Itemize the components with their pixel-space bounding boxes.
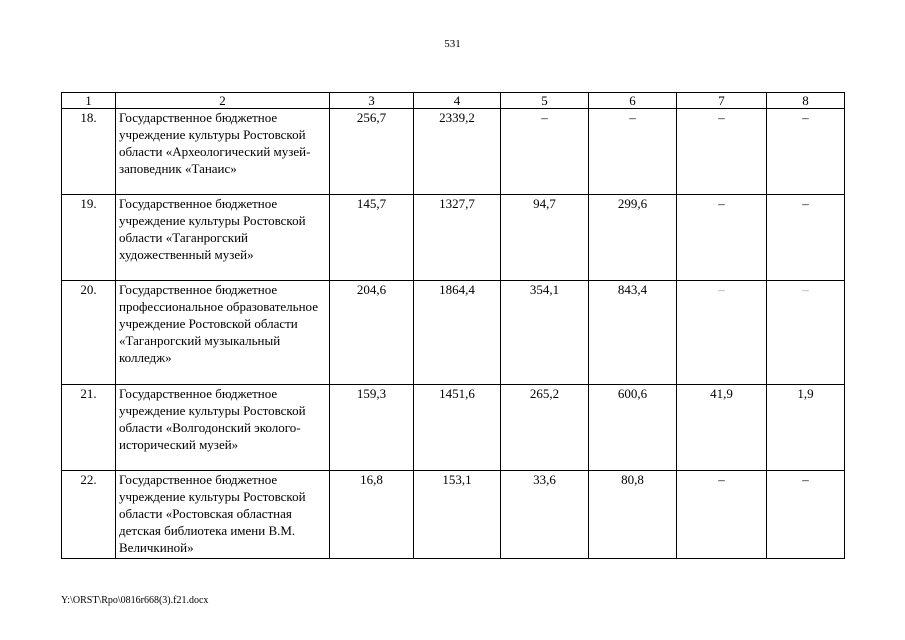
- institution-name: Государственное бюджетное учреждение культуры Ростовской области «Волгодонский эколого-исторический музей»: [116, 385, 330, 471]
- table-row: [62, 195, 845, 281]
- value-cell: 299,6: [589, 195, 677, 281]
- value-cell: 204,6: [330, 281, 414, 385]
- row-number: 18.: [62, 109, 116, 195]
- value-cell: 2339,2: [414, 109, 501, 195]
- row-number: 22.: [62, 471, 116, 559]
- value-cell: –: [589, 109, 677, 195]
- value-cell: –: [767, 109, 845, 195]
- value-cell: –: [767, 471, 845, 559]
- value-cell: 1327,7: [414, 195, 501, 281]
- header-cell-8: 8: [767, 93, 845, 109]
- header-cell-2: 2: [116, 93, 330, 109]
- table-row: [62, 281, 845, 385]
- value-cell: 153,1: [414, 471, 501, 559]
- value-cell: 145,7: [330, 195, 414, 281]
- row-number: 20.: [62, 281, 116, 385]
- value-cell: –: [501, 109, 589, 195]
- value-cell: 159,3: [330, 385, 414, 471]
- header-cell-5: 5: [501, 93, 589, 109]
- value-cell: 33,6: [501, 471, 589, 559]
- value-cell: 256,7: [330, 109, 414, 195]
- header-row: [62, 93, 845, 109]
- institution-name: Государственное бюджетное учреждение культуры Ростовской области «Таганрогский художественный музей»: [116, 195, 330, 281]
- institution-name: Государственное бюджетное учреждение культуры Ростовской области «Ростовская областная детская библиотека имени В.М. Величкиной»: [116, 471, 330, 559]
- header-cell-6: 6: [589, 93, 677, 109]
- header-cell-3: 3: [330, 93, 414, 109]
- value-cell: 600,6: [589, 385, 677, 471]
- document-file-path: Y:\ORST\Rpo\0816r668(3).f21.docx: [61, 595, 209, 606]
- value-cell: 1864,4: [414, 281, 501, 385]
- table-row: [62, 385, 845, 471]
- value-cell: –: [677, 471, 767, 559]
- header-cell-1: 1: [62, 93, 116, 109]
- value-cell: 354,1: [501, 281, 589, 385]
- row-number: 19.: [62, 195, 116, 281]
- value-cell: 1451,6: [414, 385, 501, 471]
- value-cell: 94,7: [501, 195, 589, 281]
- page-number: 531: [444, 38, 461, 50]
- value-cell: –: [677, 281, 767, 385]
- value-cell: –: [767, 195, 845, 281]
- table-row: [62, 471, 845, 559]
- value-cell: 41,9: [677, 385, 767, 471]
- value-cell: 1,9: [767, 385, 845, 471]
- value-cell: 843,4: [589, 281, 677, 385]
- value-cell: 80,8: [589, 471, 677, 559]
- table-row: [62, 109, 845, 195]
- header-cell-4: 4: [414, 93, 501, 109]
- budget-table: [61, 92, 845, 559]
- institution-name: Государственное бюджетное учреждение культуры Ростовской области «Археологический музей-заповедник «Танаис»: [116, 109, 330, 195]
- value-cell: –: [677, 195, 767, 281]
- value-cell: –: [677, 109, 767, 195]
- value-cell: –: [767, 281, 845, 385]
- header-cell-7: 7: [677, 93, 767, 109]
- row-number: 21.: [62, 385, 116, 471]
- value-cell: 265,2: [501, 385, 589, 471]
- institution-name: Государственное бюджетное профессиональное образовательное учреждение Ростовской области «Таганрогский музыкальный колледж»: [116, 281, 330, 385]
- value-cell: 16,8: [330, 471, 414, 559]
